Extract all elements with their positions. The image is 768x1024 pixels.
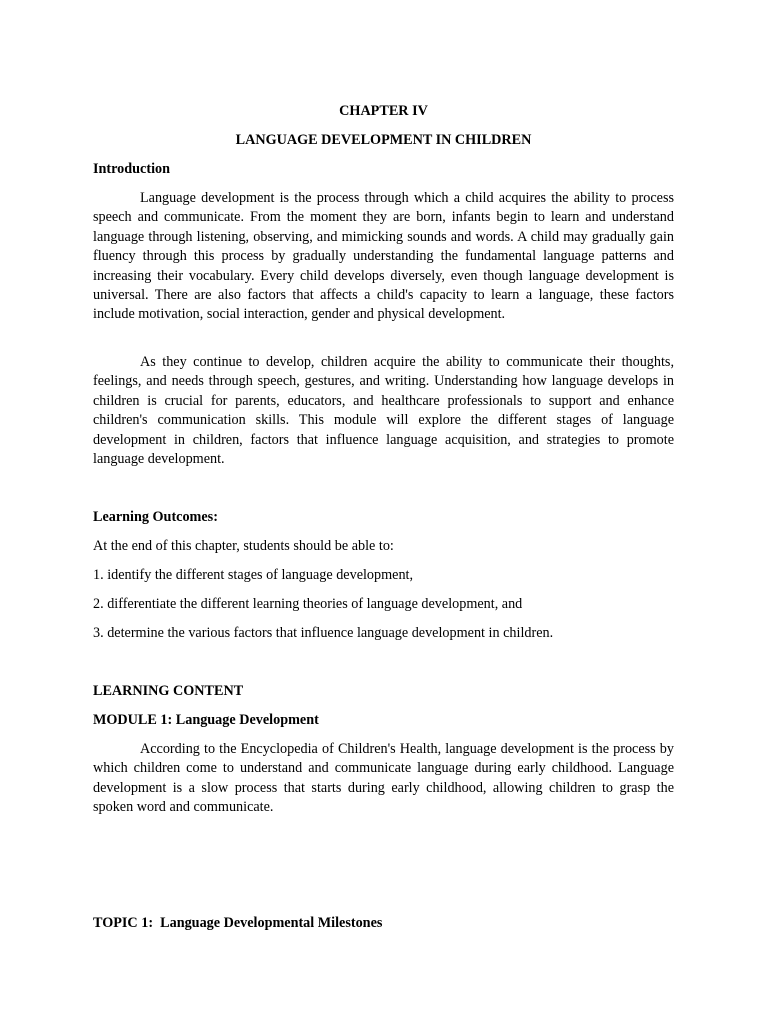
learning-outcomes-intro: At the end of this chapter, students should be able to:: [93, 538, 394, 554]
chapter-number: CHAPTER IV: [339, 103, 428, 119]
learning-outcome-item: 1. identify the different stages of language development,: [93, 567, 414, 583]
module-heading: MODULE 1: Language Development: [93, 712, 319, 728]
learning-content-heading: LEARNING CONTENT: [93, 683, 244, 699]
chapter-title: LANGUAGE DEVELOPMENT IN CHILDREN: [235, 132, 532, 148]
introduction-paragraph-1: Language development is the process through which a child acquires the ability to process speech and communicate. From the moment they are born, infants begin to learn and understand language through listening, observing, and mimicking sounds and words. A child may gradually gain fluency through this process by gradually understanding the fundamental language patterns and increasing their vocabulary. Every child develops diversely, even though language development is universal. There are also factors that affects a child's capacity to learn a language, these factors include motivation, social interaction, gender and physical development.: [93, 190, 674, 323]
document-page: [93, 0, 674, 1024]
module-paragraph: According to the Encyclopedia of Children's Health, language development is the process by which children come to understand and communicate language during early childhood. Language development is a slow process that starts during early childhood, allowing children to grasp the spoken word and communicate.: [93, 741, 674, 816]
learning-outcomes-heading: Learning Outcomes:: [93, 509, 218, 525]
introduction-paragraph-2: As they continue to develop, children acquire the ability to communicate their thoughts, feelings, and needs through speech, gestures, and writing. Understanding how language develops in children is crucial for parents, educators, and healthcare professionals to support and enhance children's communication skills. This module will explore the different stages of language development in children, factors that influence language acquisition, and strategies to promote language development.: [93, 354, 674, 468]
topic-heading: TOPIC 1: Language Developmental Milestones: [93, 915, 383, 931]
introduction-heading: Introduction: [93, 161, 170, 177]
learning-outcome-item: 2. differentiate the different learning theories of language development, and: [93, 596, 523, 612]
learning-outcome-item: 3. determine the various factors that influence language development in children.: [93, 625, 554, 641]
